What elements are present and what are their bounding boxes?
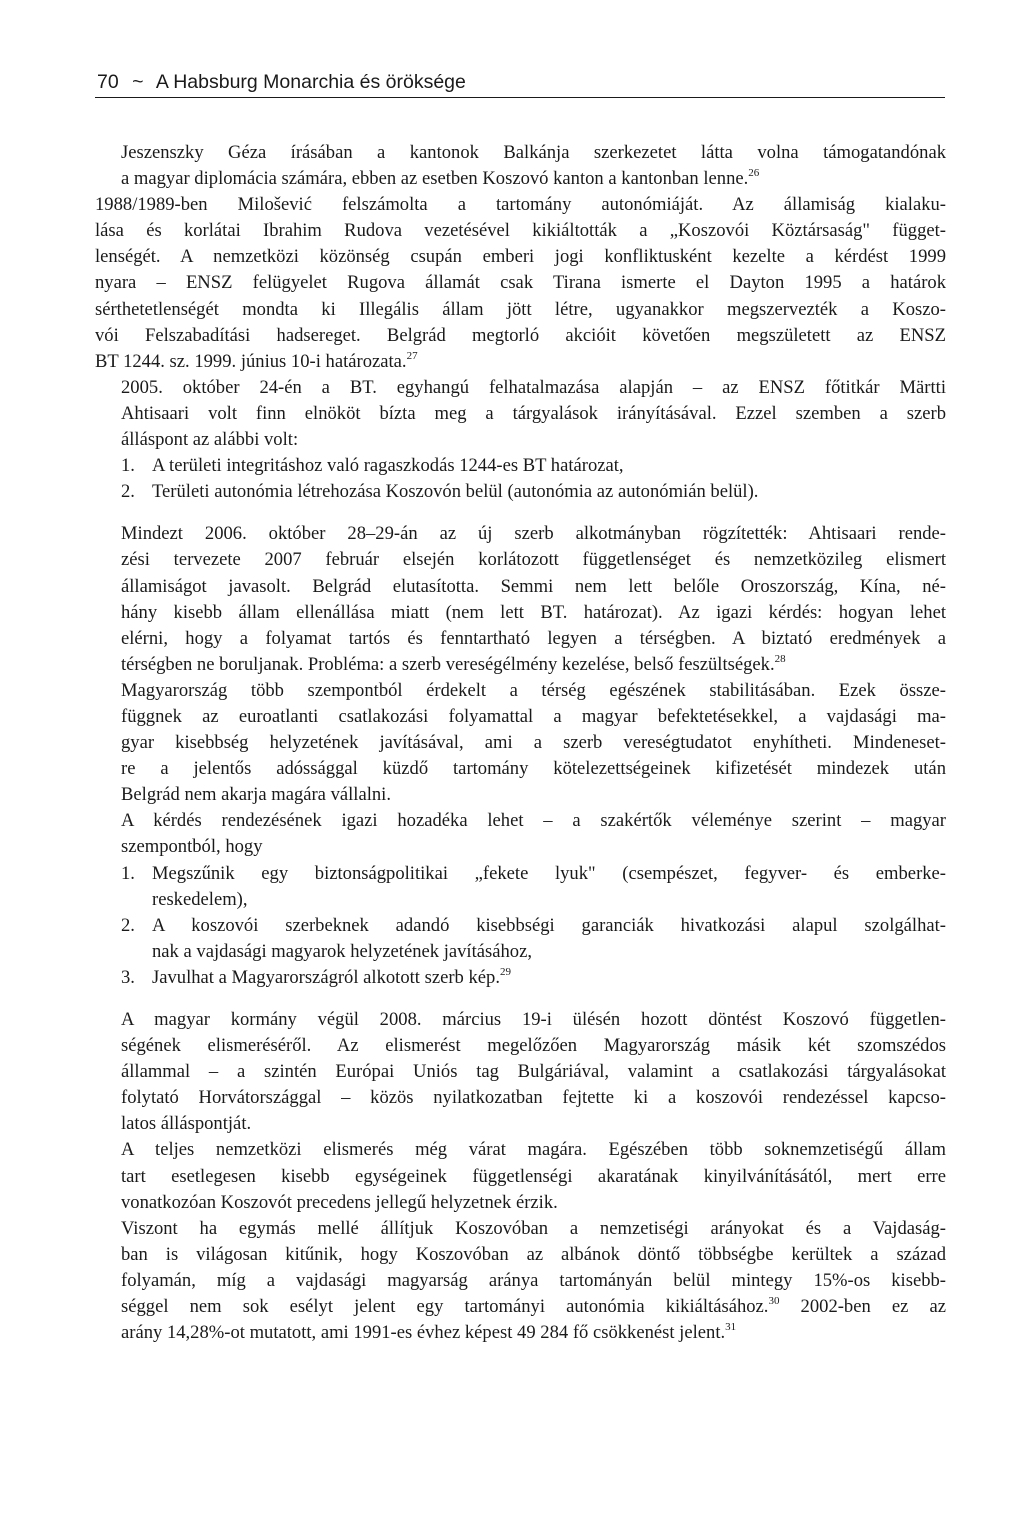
paragraph [95,678,946,808]
header-separator: ~ [132,71,144,93]
text-span: a magyar diplomácia számára, ebben az esetben Koszovó kanton a kantonban lenne. [121,168,749,190]
paragraph [95,1137,946,1215]
text-line: A magyar kormány végül 2008. március 19-i ülésén hozott döntést Koszovó független- [121,1009,946,1030]
text-line: elérni, hogy a folyamat tartós és fenntartható legyen a térségben. A biztató eredmények a [121,627,946,649]
text-line: vonatkozóan Koszovót precedens jellegű helyzetnek érzik. [121,1191,558,1213]
running-header [97,70,945,94]
list-number: 3. [121,966,135,988]
list-number: 1. [121,455,135,477]
paragraph [95,1007,946,1137]
text-line: tart esetlegesen kisebb egységeinek függetlenségi akaratának kinyilvánításától, mert erre [121,1165,946,1187]
text-line: Területi autonómia létrehozása Koszovón belül (autonómia az autonómián belül). [152,481,759,503]
text-line: Megszűnik egy biztonságpolitikai „fekete lyuk" (csempészet, fegyver- és emberke- [152,862,946,884]
text-span: Javulhat a Magyarországról alkotott szerb kép. [152,966,500,988]
paragraph [95,140,946,192]
text-span: 2002-ben ez az [779,1296,946,1318]
text-line: reskedelem), [152,888,248,910]
list-item [95,861,946,913]
page-body [95,140,946,1346]
text-line: ségének elismeréséről. Az elismerést megelőzően Magyarország másik két szomszédos [121,1035,946,1057]
list-item [95,479,946,505]
footnote-ref: 26 [748,167,760,180]
text-line [152,965,946,991]
list-item [95,913,946,965]
text-line: szempontból, hogy [121,836,263,858]
text-line: A teljes nemzetközi elismerés még várat magára. Egészében több soknemzetiségű állam [121,1139,946,1161]
text-line: vói Felszabadítási hadsereget. Belgrád megtorló akcióit követően megszületett az ENSZ [95,324,946,346]
list-item [95,965,946,991]
text-line: gyar kisebbség helyzetének javításával, ami a szerb vereségtudatot enyhítheti. Mindeneset- [121,732,946,754]
paragraph [95,521,946,678]
text-line [95,1294,946,1320]
list-number: 2. [121,481,135,503]
text-line: álláspont az alábbi volt: [121,429,299,451]
text-line: 1988/1989-ben Milošević felszámolta a tartomány autonómiáját. Az államiság kialaku- [95,194,946,216]
text-line [95,166,946,192]
list-number: 2. [121,914,135,936]
running-title: A Habsburg Monarchia és öröksége [155,71,466,93]
text-line: zési tervezete 2007 február elsején korlátozott függetlenséget és nemzetközileg elismert [121,549,946,571]
paragraph [95,375,946,453]
numbered-list [95,453,946,505]
text-line: nyara – ENSZ felügyelet Rugova államát csak Tirana ismerte el Dayton 1995 a határok [95,272,946,294]
text-line: Viszont ha egymás mellé állítjuk Koszovóban a nemzetiségi arányokat és a Vajdaság- [121,1217,946,1239]
footnote-ref: 30 [768,1295,780,1308]
text-line [95,652,946,678]
spacer [95,505,946,521]
footnote-ref: 27 [406,349,418,362]
list-number: 1. [121,862,135,884]
text-line: A területi integritáshoz való ragaszkodás 1244-es BT határozat, [152,455,624,477]
text-line: lenségét. A nemzetközi közönség csupán emberi jogi konfliktusként kezelte a kérdést 1999 [95,246,946,268]
text-span: BT 1244. sz. 1999. június 10-i határozata. [95,350,407,372]
numbered-list [95,861,946,991]
text-line [95,1320,946,1346]
text-line: latos álláspontját. [121,1113,252,1135]
header-rule [95,97,945,98]
text-line: Ahtisaari volt finn elnököt bízta meg a tárgyalások irányításával. Ezzel szemben a szerb [121,402,946,424]
text-line [95,349,946,375]
footnote-ref: 31 [725,1321,737,1334]
text-line: nak a vajdasági magyarok helyzetének javításához, [152,940,532,962]
text-line: sérthetetlenségét mondta ki Illegális állam jött létre, ugyanakkor megszervezték a Koszo- [95,298,946,320]
spacer [95,991,946,1007]
footnote-ref: 29 [500,965,511,978]
text-line: Jeszenszky Géza írásában a kantonok Balkánja szerkezetet látta volna támogatandónak [121,142,946,163]
text-line: A kérdés rendezésének igazi hozadéka lehet – a szakértők véleménye szerint – magyar [121,810,946,832]
footnote-ref: 28 [774,652,786,665]
page-number: 70 [97,71,119,93]
text-line: függnek az euroatlanti csatlakozási folyamattal a magyar befektetésekkel, a vajdasági ma- [121,705,946,727]
text-span: arány 14,28%-ot mutatott, ami 1991-es évhez képest 49 284 fő csökkenést jelent. [121,1322,726,1344]
text-line: folyamán, míg a vajdasági magyarság aránya tartományán belül mintegy 15%-os kisebb- [121,1269,946,1291]
paragraph [95,1216,946,1346]
text-line: Mindezt 2006. október 28–29-án az új szerb alkotmányban rögzítették: Ahtisaari rende- [121,523,946,545]
text-line: ban is világosan kitűnik, hogy Koszovóban az albánok döntő többségbe kerültek a század [121,1243,946,1265]
text-span: séggel nem sok esélyt jelent egy tartományi autonómia kikiáltásához. [121,1296,769,1318]
text-span: térségben ne boruljanak. Probléma: a szerb vereségélmény kezelése, belső feszültségek. [121,653,775,675]
text-line: re a jelentős adóssággal küzdő tartomány kötelezettségeinek kifizetését mindezek után [121,758,946,780]
text-line: A koszovói szerbeknek adandó kisebbségi garanciák hivatkozási alapul szolgálhat- [152,914,946,936]
text-line: Belgrád nem akarja magára vállalni. [121,784,391,806]
text-line: lása és korlátai Ibrahim Rudova vezetésével kikiáltották a „Koszovói Köztársaság" függet- [95,220,946,242]
paragraph [95,192,946,375]
text-line: állammal – a szintén Európai Uniós tag Bulgáriával, valamint a csatlakozási tárgyalásokat [121,1061,946,1083]
list-item [95,453,946,479]
text-line: Magyarország több szempontból érdekelt a térség egészének stabilitásában. Ezek össze- [121,679,946,701]
text-line: államiságot javasolt. Belgrád elutasította. Semmi nem lett belőle Oroszország, Kína, né- [121,575,946,597]
text-line: hány kisebb állam ellenállása miatt (nem lett BT. határozat). Az igazi kérdés: hogyan lehet [121,601,946,623]
text-line: folytató Horvátországgal – közös nyilatkozatban fejtette ki a koszovói rendezéssel kapcso- [121,1087,946,1109]
paragraph [95,808,946,860]
text-line: 2005. október 24-én a BT. egyhangú felhatalmazása alapján – az ENSZ főtitkár Märtti [121,376,946,398]
